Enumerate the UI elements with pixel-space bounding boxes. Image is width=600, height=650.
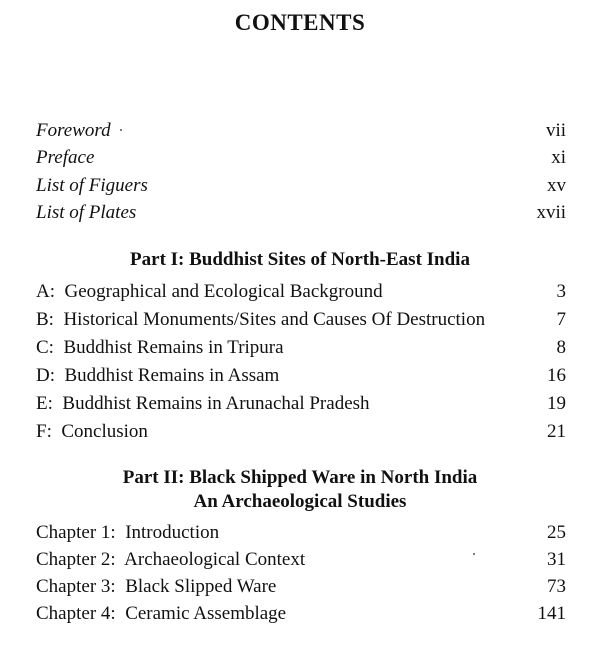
toc-entry-label: F: Conclusion	[36, 421, 148, 442]
toc-entry-label: E: Buddhist Remains in Arunachal Pradesh	[36, 393, 370, 414]
toc-entry-list-of-figures	[36, 172, 566, 200]
toc-entry-page: 3	[556, 281, 566, 302]
toc-entry-page: 31	[547, 549, 566, 570]
toc-entry-part1-d	[36, 362, 566, 390]
toc-entry-page: xv	[547, 175, 566, 196]
toc-entry-page: 141	[537, 603, 566, 624]
scan-speck	[473, 553, 475, 555]
toc-entry-chapter-1	[36, 519, 566, 547]
page-title: CONTENTS	[234, 10, 366, 35]
toc-entry-chapter-4	[36, 600, 566, 628]
toc-entry-page: vii	[545, 120, 566, 141]
toc-entry-list-of-plates	[36, 199, 566, 227]
toc-entry-page: 7	[556, 309, 566, 330]
toc-entry-chapter-3	[36, 573, 566, 601]
toc-entry-label: Chapter 1: Introduction	[36, 522, 220, 543]
toc-entry-chapter-2	[36, 546, 566, 574]
toc-entry-page: 16	[547, 365, 566, 386]
toc-entry-label: List of Plates	[36, 202, 137, 223]
toc-entry-page: 8	[556, 337, 566, 358]
toc-entry-foreword	[36, 117, 566, 145]
toc-entry-part1-e	[36, 390, 566, 418]
toc-entry-page: 19	[547, 393, 566, 414]
toc-entry-page: xi	[551, 147, 566, 168]
part-2-heading-line-1: Part II: Black Shipped Ware in North India	[122, 467, 478, 488]
toc-entry-label: D: Buddhist Remains in Assam	[36, 365, 280, 386]
toc-entry-label: A: Geographical and Ecological Background	[36, 281, 383, 302]
toc-entry-label: B: Historical Monuments/Sites and Causes Of Destruction	[36, 309, 486, 330]
toc-entry-part1-c	[36, 334, 566, 362]
part-1-heading: Part I: Buddhist Sites of North-East India	[130, 249, 470, 270]
toc-entry-label: Chapter 3: Black Slipped Ware	[36, 576, 277, 597]
toc-entry-part1-b	[36, 306, 566, 334]
toc-entry-label: Preface	[36, 147, 95, 168]
toc-entry-page: xvii	[536, 202, 566, 223]
toc-entry-label: Foreword	[36, 120, 111, 141]
toc-entry-page: 21	[547, 421, 566, 442]
toc-entry-label: Chapter 4: Ceramic Assemblage	[36, 603, 287, 624]
scan-speck	[120, 129, 122, 131]
toc-entry-page: 73	[547, 576, 566, 597]
toc-entry-part1-a	[36, 278, 566, 306]
toc-entry-part1-f	[36, 418, 566, 446]
part-2-heading-line-2: An Archaeological Studies	[193, 491, 407, 512]
toc-entry-page: 25	[547, 522, 566, 543]
toc-entry-label: List of Figuers	[36, 175, 148, 196]
toc-entry-label: Chapter 2: Archaeological Context	[36, 549, 306, 570]
toc-entry-label: C: Buddhist Remains in Tripura	[36, 337, 284, 358]
toc-entry-preface	[36, 144, 566, 172]
